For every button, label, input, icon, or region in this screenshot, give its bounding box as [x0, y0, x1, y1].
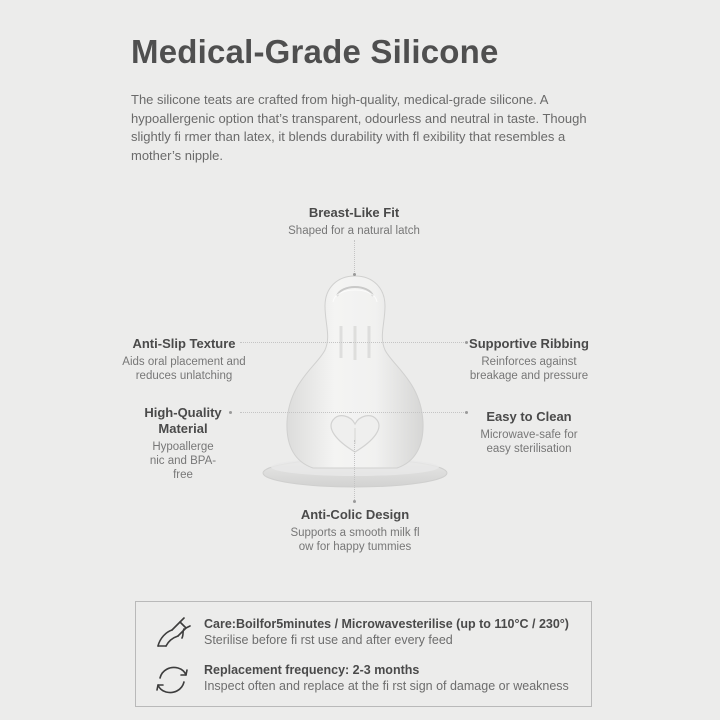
intro-paragraph: The silicone teats are crafted from high-quality, medical-grade silicone. A hypoallergenic option that’s transparent, odourless and neutral in taste. Though slightly fi rmer than latex, it blends durability with fl exibility that resembles a mother’s nipple.	[131, 92, 587, 163]
feature-title: Easy to Clean	[486, 409, 572, 424]
replacement-desc: Inspect often and replace at the fi rst sign of damage or weakness	[204, 679, 569, 693]
page-title: Medical-Grade Silicone	[131, 33, 499, 70]
feature-desc: Reinforces against breakage and pressure	[469, 356, 589, 382]
feature-title: High-Quality Material	[144, 405, 222, 436]
feature-title: Breast-Like Fit	[308, 205, 400, 220]
feature-desc: Microwave-safe for easy sterilisation	[480, 429, 578, 455]
feature-desc: Hypoallerge nic and BPA-free	[149, 441, 217, 481]
feature-desc: Shaped for a natural latch	[288, 225, 420, 237]
feature-easy-to-clean	[470, 409, 588, 456]
feature-title: Anti-Slip Texture	[132, 336, 236, 351]
care-desc: Sterilise before fi rst use and after every feed	[204, 633, 453, 647]
feature-supportive-ribbing	[462, 336, 596, 383]
feature-high-quality-material	[134, 405, 232, 482]
feature-desc: Aids oral placement and reduces unlatching	[122, 356, 246, 382]
boiling-pot-icon	[152, 616, 192, 652]
feature-anti-colic-design	[290, 507, 420, 554]
feature-anti-slip-texture	[114, 336, 254, 383]
feature-breast-like-fit	[274, 205, 434, 238]
feature-title: Supportive Ribbing	[469, 336, 589, 351]
replacement-title: Replacement frequency: 2-3 months	[204, 663, 420, 677]
care-title: Care:Boilfor5minutes / Microwavesterilise (up to 110°C / 230°)	[204, 617, 569, 631]
feature-desc: Supports a smooth milk fl ow for happy tummies	[290, 527, 420, 553]
silicone-teat-image	[255, 262, 455, 498]
feature-title: Anti-Colic Design	[300, 507, 410, 522]
care-info-box	[135, 601, 592, 707]
refresh-cycle-icon	[152, 662, 192, 698]
